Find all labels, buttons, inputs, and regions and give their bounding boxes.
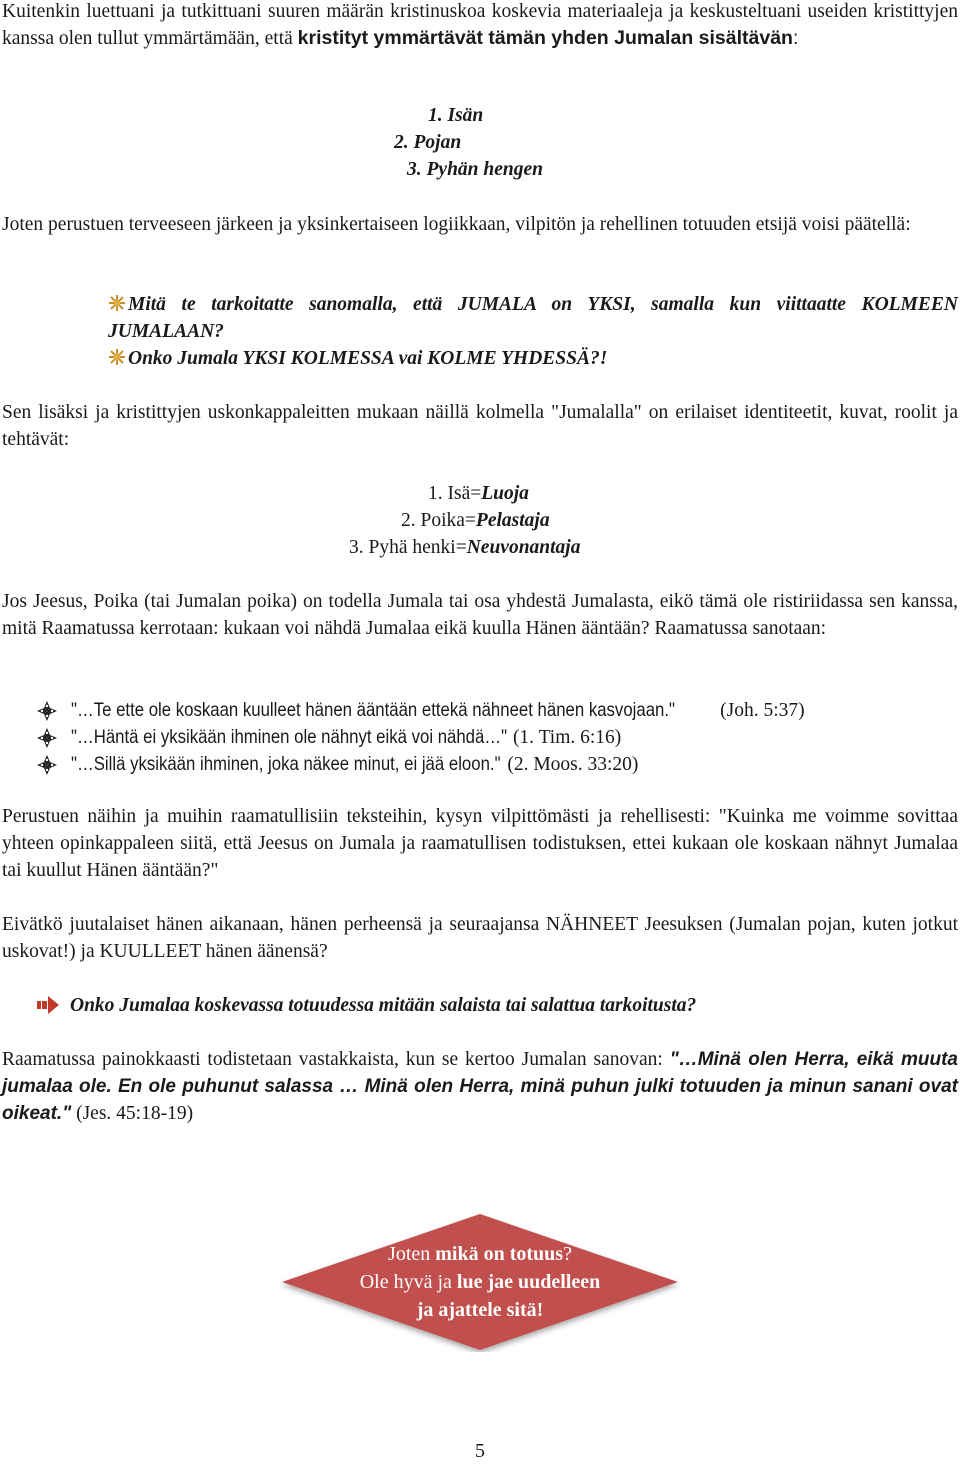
callout-line-1: [280, 1240, 680, 1268]
isaiah-paragraph: [2, 1046, 958, 1127]
arrow-right-icon: [37, 996, 59, 1014]
contradiction-paragraph: Jos Jeesus, Poika (tai Jumalan poika) on todella Jumala tai osa yhdestä Jumalasta, eikö tämä ole ristiriidassa sen kanssa, mitä Raamatussa kerrotaan: kukaan voi nähdä Jumalaa eikä kuulla Hänen ääntään? Raamatussa sanotaan:: [2, 591, 958, 639]
quote-ref: (Joh. 5:37): [715, 700, 805, 721]
trinity-item-1: 1. Isän: [428, 105, 484, 126]
callout-line-2: [280, 1268, 680, 1296]
identities-paragraph: Sen lisäksi ja kristittyjen uskonkappaleitten mukaan näillä kolmella "Jumalalla" on erilaiset identiteetit, kuvat, roolit ja tehtävät:: [2, 402, 958, 450]
quote-text: "…Sillä yksikään ihminen, joka näkee minut, ei jää eloon.": [71, 753, 501, 775]
reasoning-paragraph: Joten perustuen terveeseen järkeen ja yksinkertaiseen logiikkaan, vilpitön ja rehellinen totuuden etsijä voisi päätellä:: [2, 214, 911, 235]
diamond-bullet-icon: [36, 754, 58, 776]
quote-2: [71, 724, 621, 751]
quote-text: "…Häntä ei yksikään ihminen ole nähnyt eikä voi nähdä…": [71, 726, 508, 748]
diamond-bullet-icon: [36, 700, 58, 722]
quote-3: [71, 751, 638, 778]
role-num: 3.: [349, 537, 364, 558]
quote-ref: (1. Tim. 6:16): [508, 727, 622, 748]
role-title: Neuvonantaja: [466, 537, 581, 558]
role-item-1: [428, 480, 529, 507]
role-num: 2.: [401, 510, 416, 531]
intro-end: :: [792, 27, 799, 49]
quote-1: [71, 697, 805, 724]
role-item-3: [349, 534, 580, 561]
callout-text: [280, 1240, 680, 1324]
question-1: [108, 291, 958, 345]
question-2: [108, 345, 607, 372]
diamond-bullet-icon: [36, 727, 58, 749]
question-2-text: Onko Jumala YKSI KOLMESSA vai KOLME YHDESSÄ?!: [128, 348, 608, 369]
isaiah-quote: "…Minä olen Herra, eikä muuta jumalaa ole. En ole puhunut salassa … Minä olen Herra, minä puhun julki totuuden ja minun sanani ovat oikeat.": [2, 1049, 958, 1124]
question-paragraph: Perustuen näihin ja muihin raamatullisiin teksteihin, kysyn vilpittömästi ja rehellisesti: "Kuinka me voimme sovittaa yhteen opinkappaleen siitä, että Jeesus on Jumala ja raamatullisen todistuksen, ettei kukaan ole koskaan nähnyt Jumalaa tai kuullut Hänen ääntään?": [2, 806, 958, 881]
callout-line-3: ja ajattele sitä!: [416, 1299, 544, 1321]
trinity-item-2: 2. Pojan: [394, 132, 462, 153]
question-1-text: Mitä te tarkoitatte sanomalla, että JUMALA on YKSI, samalla kun viittaatte KOLMEEN JUMALAAN?: [108, 294, 958, 342]
secret-question-heading: Onko Jumalaa koskevassa totuudessa mitään salaista tai salattua tarkoitusta?: [70, 995, 697, 1016]
intro-bold: kristityt ymmärtävät tämän yhden Jumalan sisältävän: [297, 27, 793, 49]
role-title: Luoja: [481, 483, 529, 504]
role-title: Pelastaja: [475, 510, 550, 531]
page-number: 5: [475, 1440, 485, 1462]
quote-ref: (2. Moos. 33:20): [502, 754, 639, 775]
callout-bold: mikä on totuus: [435, 1243, 564, 1265]
callout-plain: Ole hyvä ja: [359, 1271, 457, 1293]
role-num: 1.: [428, 483, 443, 504]
role-item-2: [401, 507, 550, 534]
star-bullet-icon: [108, 294, 126, 312]
jews-paragraph: Eivätkö juutalaiset hänen aikanaan, hänen perheensä ja seuraajansa NÄHNEET Jeesuksen (Jumalan pojan, kuten jotkut uskovat!) ja KUULLEET hänen äänensä?: [2, 914, 958, 962]
intro-text: Kuitenkin luettuani ja tutkittuani suuren määrän kristinuskoa koskevia materiaaleja ja keskusteltuani useiden kristittyjen kanssa olen tullut ymmärtämään, että: [2, 1, 958, 49]
isaiah-intro: Raamatussa painokkaasti todistetaan vastakkaista, kun se kertoo Jumalan sanovan:: [2, 1049, 670, 1070]
callout-plain: Joten: [388, 1243, 436, 1265]
role-name: Pyhä henki=: [368, 537, 467, 558]
star-bullet-icon: [108, 348, 126, 366]
role-name: Isä=: [447, 483, 482, 504]
callout-bold: lue jae uudelleen: [456, 1271, 601, 1293]
intro-paragraph: [2, 0, 958, 52]
role-name: Poika=: [420, 510, 476, 531]
callout-plain: ?: [563, 1243, 572, 1265]
isaiah-ref: (Jes. 45:18-19): [71, 1103, 194, 1124]
trinity-item-3: 3. Pyhän hengen: [407, 159, 543, 180]
quote-text: "…Te ette ole koskaan kuulleet hänen ääntään ettekä nähneet hänen kasvojaan.": [71, 699, 675, 721]
